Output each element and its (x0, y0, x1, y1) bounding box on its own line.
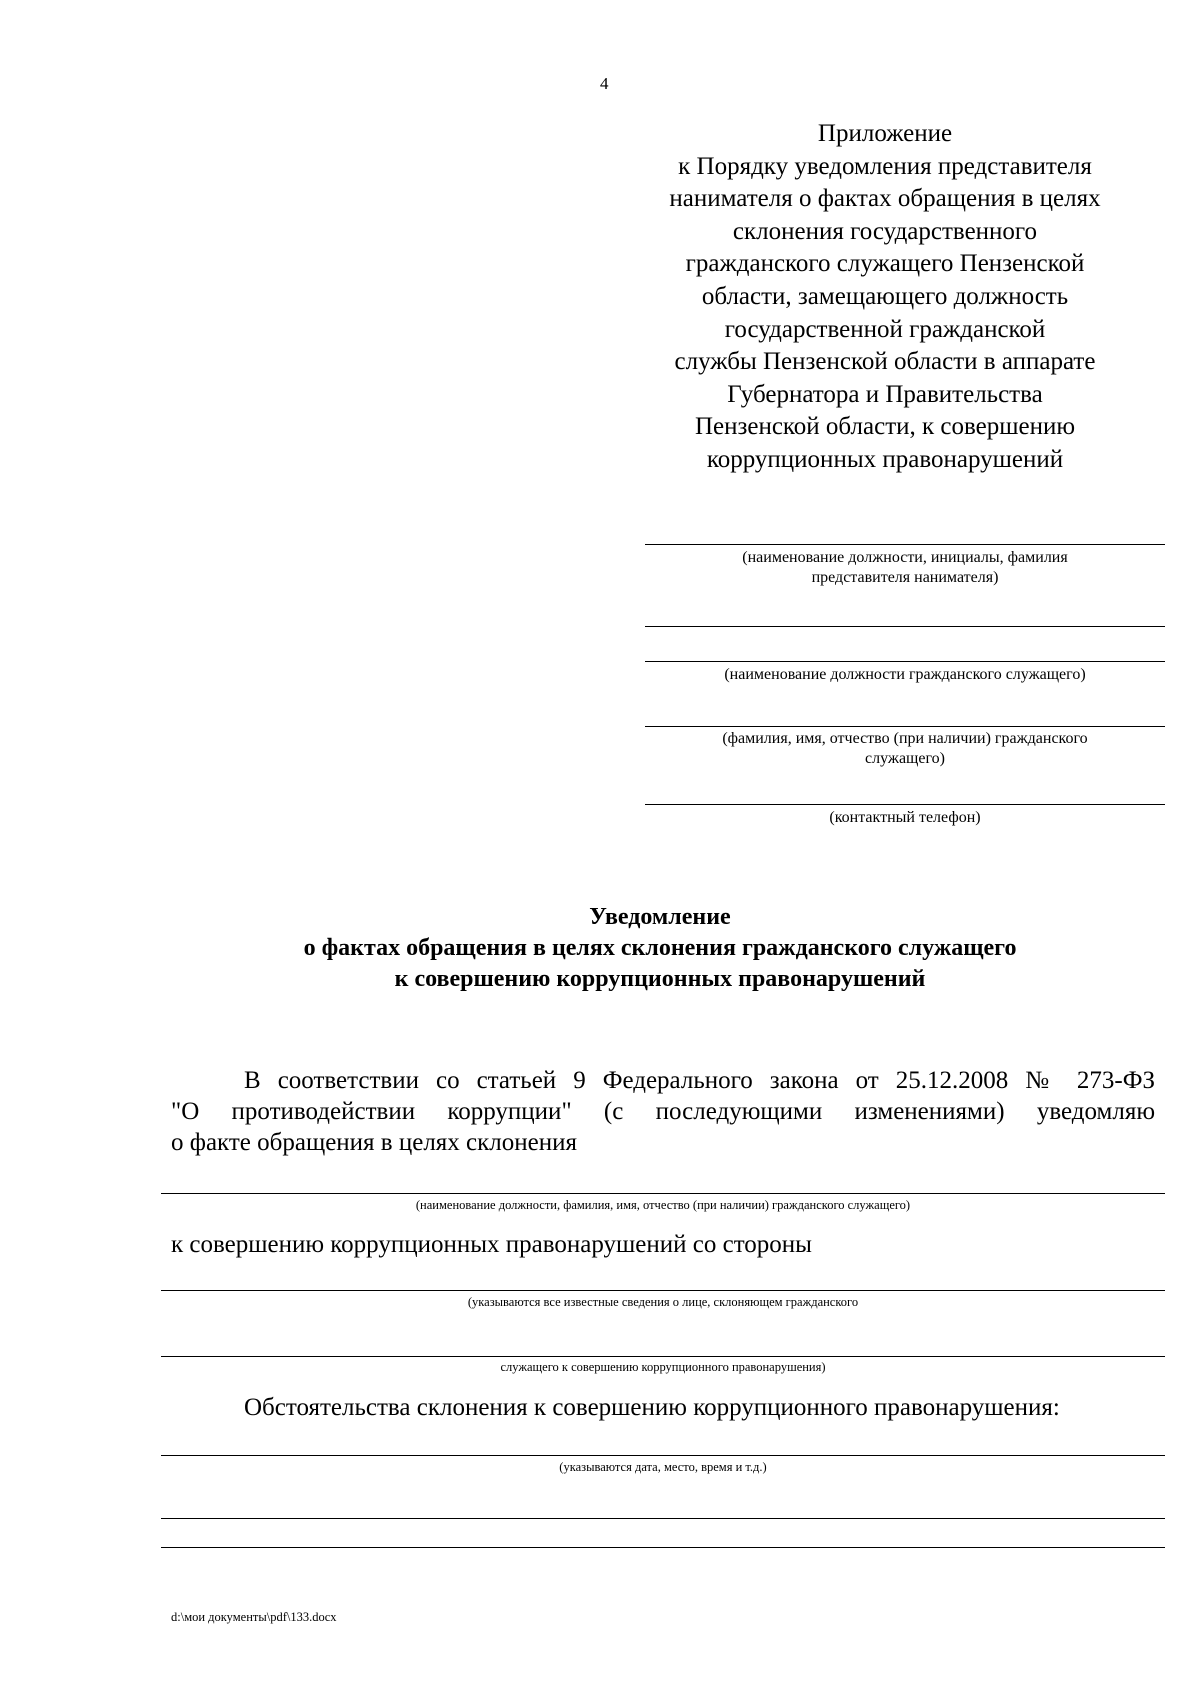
representative-caption: (наименование должности, инициалы, фамилия представителя нанимателя) (742, 549, 1068, 586)
person-field[interactable] (161, 1193, 1165, 1194)
phone-caption: (контактный телефон) (829, 809, 981, 826)
position-caption: (наименование должности гражданского служащего) (724, 666, 1086, 683)
inducer-field-extra[interactable] (161, 1356, 1165, 1357)
circumstances-field-2[interactable] (161, 1518, 1165, 1519)
fullname-caption: (фамилия, имя, отчество (при наличии) гражданского служащего) (722, 730, 1088, 767)
appendix-line: гражданского служащего Пензенской (685, 250, 1085, 278)
appendix-line: к Порядку уведомления представителя (678, 152, 1092, 180)
appendix-heading (620, 118, 1150, 477)
appendix-line: Пензенской области, к совершению (694, 413, 1076, 441)
notice-title-line: о фактах обращения в целях склонения гражданского служащего (303, 935, 1017, 961)
fullname-field[interactable] (645, 726, 1165, 727)
notice-paragraph: В соответствии со статьей 9 Федерального закона от 25.12.2008 № 273-ФЗ "О противодействии коррупции" (с последующими изменениями) уведомляю о факте обращения в целях склонения (171, 1067, 1155, 1156)
file-path-footer: d:\мои документы\pdf\133.docx (171, 1610, 337, 1624)
circumstances-field[interactable] (161, 1455, 1165, 1456)
inducer-caption-2: служащего к совершению коррупционного правонарушения) (500, 1360, 826, 1374)
notice-title-line: к совершению коррупционных правонарушений (394, 966, 926, 992)
continuation-text: к совершению коррупционных правонарушений со стороны (171, 1231, 812, 1258)
circumstances-caption: (указываются дата, место, время и т.д.) (559, 1460, 767, 1474)
page-number: 4 (600, 74, 609, 93)
appendix-line: склонения государственного (732, 217, 1038, 245)
inducer-field[interactable] (161, 1290, 1165, 1291)
representative-field-extra[interactable] (645, 626, 1165, 627)
notice-title (160, 902, 1160, 995)
appendix-line: коррупционных правонарушений (706, 445, 1064, 473)
notice-title-line: Уведомление (589, 904, 731, 930)
phone-field[interactable] (645, 804, 1165, 805)
appendix-line: службы Пензенской области в аппарате (674, 348, 1096, 376)
appendix-line: нанимателя о фактах обращения в целях (669, 185, 1101, 213)
circumstances-label: Обстоятельства склонения к совершению коррупционного правонарушения: (244, 1394, 1060, 1421)
person-caption: (наименование должности, фамилия, имя, отчество (при наличии) гражданского служащего) (415, 1198, 911, 1212)
appendix-line: Приложение (817, 120, 953, 147)
circumstances-field-3[interactable] (161, 1547, 1165, 1548)
appendix-line: Губернатора и Правительства (727, 380, 1043, 408)
representative-field[interactable] (645, 544, 1165, 545)
appendix-line: государственной гражданской (724, 315, 1046, 343)
inducer-caption-1: (указываются все известные сведения о лице, склоняющем гражданского (467, 1295, 859, 1309)
appendix-line: области, замещающего должность (701, 282, 1069, 310)
position-field[interactable] (645, 661, 1165, 662)
